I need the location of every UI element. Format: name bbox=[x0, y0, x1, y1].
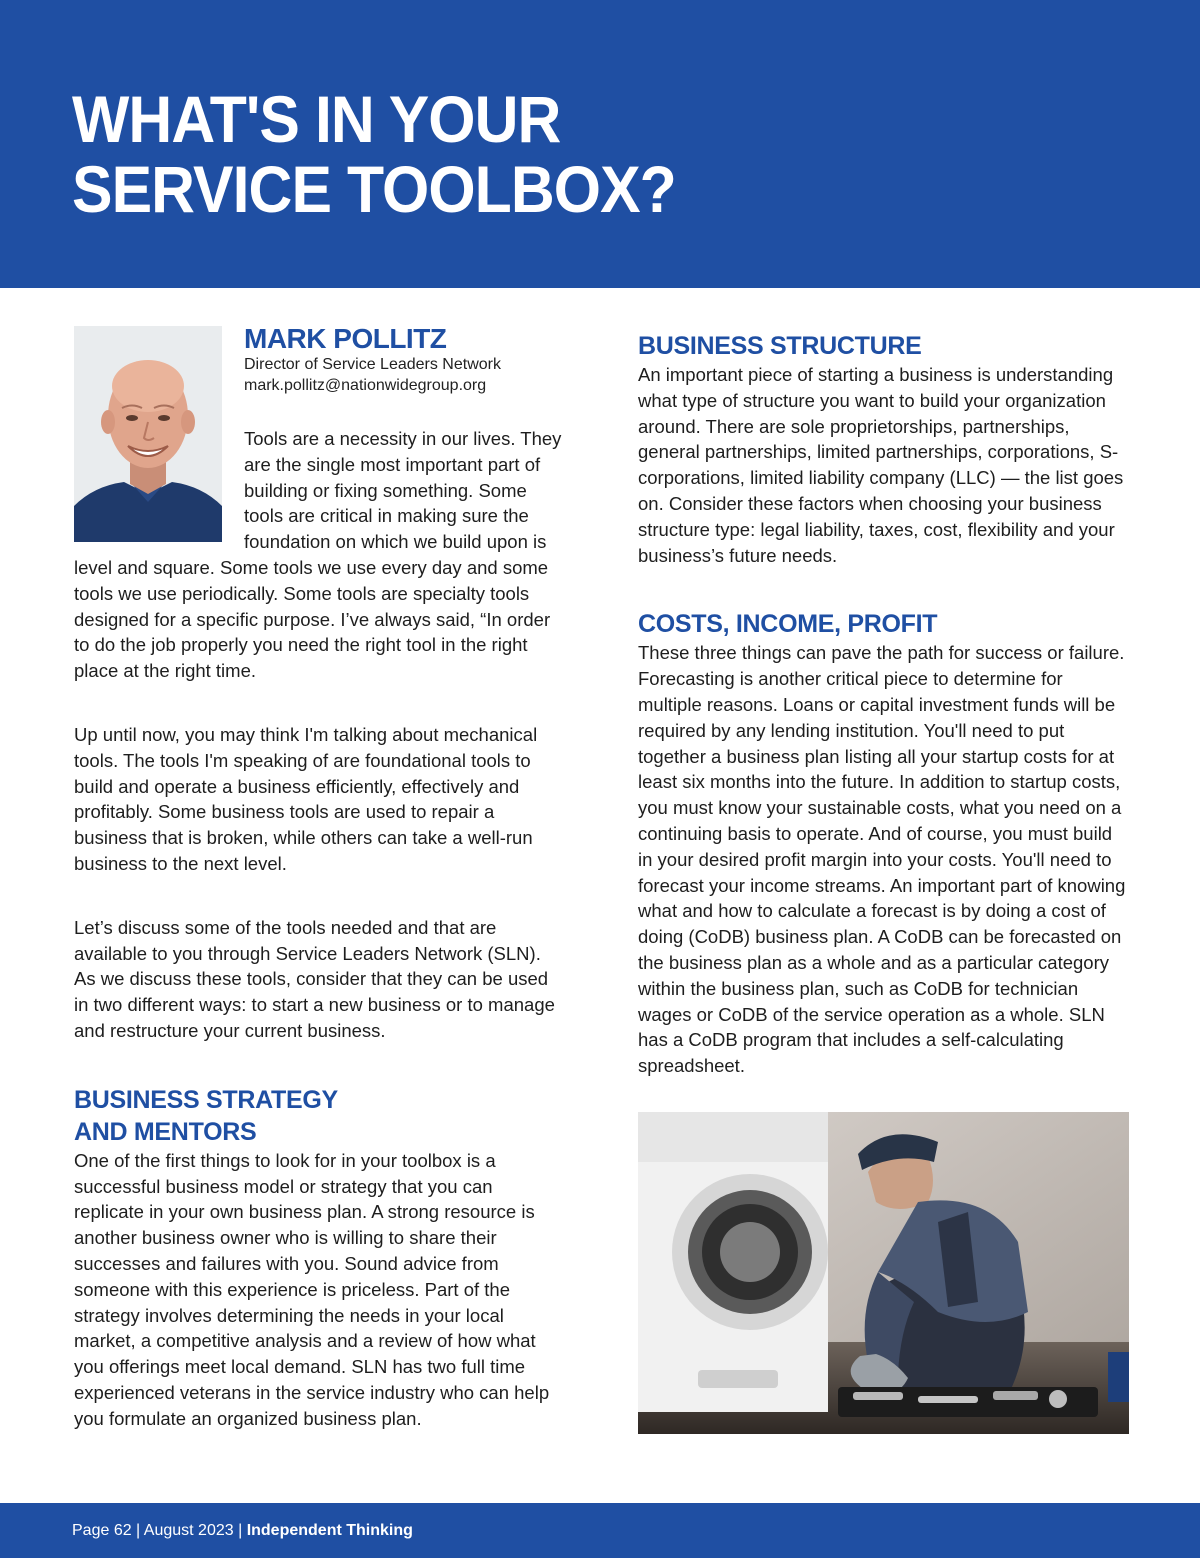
footer-separator: | bbox=[233, 1522, 247, 1539]
footer-text bbox=[72, 1521, 413, 1541]
heading-strategy-line-1: BUSINESS STRATEGY bbox=[74, 1085, 338, 1114]
title-line-1: WHAT'S IN YOUR bbox=[72, 82, 561, 156]
paragraph-costs-income-profit: These three things can pave the path for success or failure. Forecasting is another critical piece to determine for multiple reasons. Loans or capital investment funds will be required by any lending institution. You'll need to put together a business plan listing all your startup costs for at least six months into the future. In addition to startup costs, you must know your sustainable costs, what you need on a continuing basis to operate. And of course, you must build in your desired profit margin into your costs. You'll need to forecast your income streams. An important part of knowing what and how to calculate a forecast is by doing a cost of doing (CoDB) business plan. A CoDB can be forecasted on the business plan as a whole and as a particular category within the business plan, such as CoDB for technician wages or CoDB of the service operation as a whole. SLN has a CoDB program that includes a self-calculating spreadsheet. bbox=[638, 642, 1126, 1077]
header-banner bbox=[0, 0, 1200, 288]
paragraph-business-structure: An important piece of starting a business is understanding what type of structure you want to build your organization around. There are sole proprietorships, partnerships, general partnerships, limited partnerships, corporations, S-corporations, limited liability company (LLC) — the list goes on. Consider these factors when choosing your business structure type: legal liability, taxes, cost, flexibility and your business’s future needs. bbox=[638, 364, 1124, 566]
right-column bbox=[638, 330, 1130, 1079]
author-portrait-icon bbox=[74, 326, 222, 542]
technician-photo bbox=[638, 1112, 1129, 1434]
author-photo bbox=[74, 326, 222, 542]
footer-date: August 2023 bbox=[143, 1522, 234, 1539]
author-email: mark.pollitz@nationwidegroup.org bbox=[244, 377, 487, 394]
heading-costs-income-profit: COSTS, INCOME, PROFIT bbox=[638, 610, 938, 639]
title-line-2: SERVICE TOOLBOX? bbox=[72, 152, 676, 226]
page-title bbox=[72, 84, 676, 224]
footer-publication: Independent Thinking bbox=[246, 1522, 413, 1539]
page-footer bbox=[0, 1503, 1200, 1558]
author-role: Director of Service Leaders Network bbox=[244, 356, 501, 373]
author-name: MARK POLLITZ bbox=[244, 323, 447, 354]
paragraph-mechanical-tools: Up until now, you may think I'm talking about mechanical tools. The tools I'm speaking of are foundational tools to build and operate a business efficiently, effectively and profitably. Some business tools are used to repair a business that is broken, while others can take a well-run business to the next level. bbox=[74, 723, 538, 874]
intro-paragraph: Tools are a necessity in our lives. They are the single most important part of building or fixing something. Some tools are critical in making sure the foundation on which we build upon is level and square. Some tools we use every day and some tools we use periodically. Some tools are specialty tools designed for a specific purpose. I’ve always said, “In order to do the job properly you need the right tool in the right place at the right time. bbox=[74, 428, 562, 682]
paragraph-business-strategy: One of the first things to look for in your toolbox is a successful business model or strategy that you can replicate in your own business plan. A strong resource is another business owner who is willing to share their successes and failures with you. Sound advice from someone with this experience is priceless. Part of the strategy involves determining the needs in your local market, a competitive analysis and a review of how what you offerings meet local demand. SLN has two full time experienced veterans in the service industry who can help you formulate an organized business plan. bbox=[74, 1149, 550, 1429]
paragraph-sln-tools: Let’s discuss some of the tools needed and that are available to you through Service Leaders Network (SLN). As we discuss these tools, consider that they can be used in two different ways: to start a new business or to manage and restructure your current business. bbox=[74, 916, 555, 1041]
footer-separator: | bbox=[131, 1522, 144, 1539]
heading-business-strategy bbox=[74, 1084, 564, 1148]
heading-business-structure: BUSINESS STRUCTURE bbox=[638, 332, 922, 360]
footer-page-number: Page 62 bbox=[72, 1522, 132, 1539]
technician-repairing-washer-icon bbox=[638, 1112, 1129, 1434]
left-column bbox=[74, 324, 564, 1432]
heading-strategy-line-2: AND MENTORS bbox=[74, 1117, 257, 1146]
